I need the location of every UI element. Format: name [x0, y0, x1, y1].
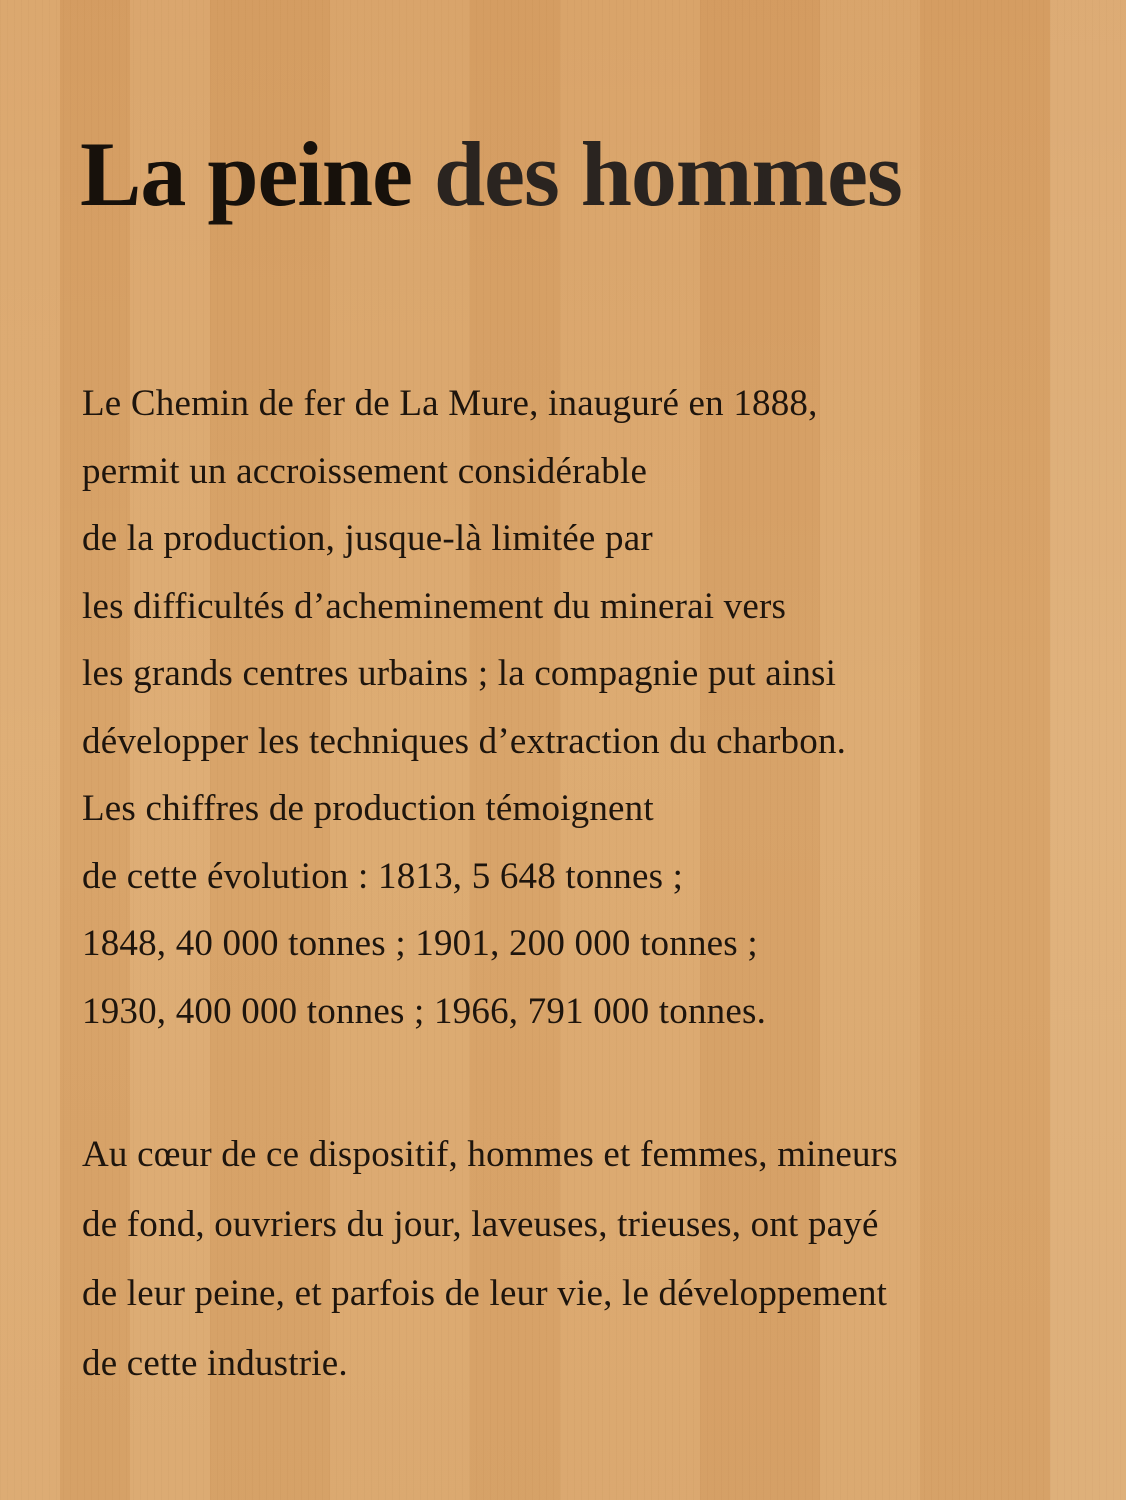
paragraph-workers	[82, 1120, 898, 1398]
sign-title-part2: des hommes	[433, 123, 902, 225]
text-line: 1930, 400 000 tonnes ; 1966, 791 000 tonnes.	[82, 990, 767, 1032]
sign-title	[80, 123, 902, 225]
text-line: développer les techniques d’extraction du charbon.	[82, 720, 847, 762]
text-line: de la production, jusque-là limitée par	[82, 518, 653, 559]
text-line: de leur peine, et parfois de leur vie, le développement	[82, 1273, 888, 1314]
text-line: Le Chemin de fer de La Mure, inauguré en 1888,	[82, 383, 818, 424]
text-line: les difficultés d’acheminement du minerai vers	[82, 585, 787, 627]
text-line: de fond, ouvriers du jour, laveuses, trieuses, ont payé	[82, 1203, 879, 1245]
text-line: Au cœur de ce dispositif, hommes et femmes, mineurs	[82, 1134, 898, 1175]
sign-title-part1: La peine	[80, 123, 412, 225]
text-line: de cette industrie.	[82, 1342, 348, 1384]
text-line: de cette évolution : 1813, 5 648 tonnes ;	[82, 855, 684, 897]
text-line: Les chiffres de production témoignent	[82, 788, 654, 829]
paragraph-history	[82, 370, 846, 1045]
text-line: 1848, 40 000 tonnes ; 1901, 200 000 tonnes ;	[82, 923, 758, 964]
text-line: permit un accroissement considérable	[82, 450, 648, 492]
text-line: les grands centres urbains ; la compagnie put ainsi	[82, 653, 837, 694]
